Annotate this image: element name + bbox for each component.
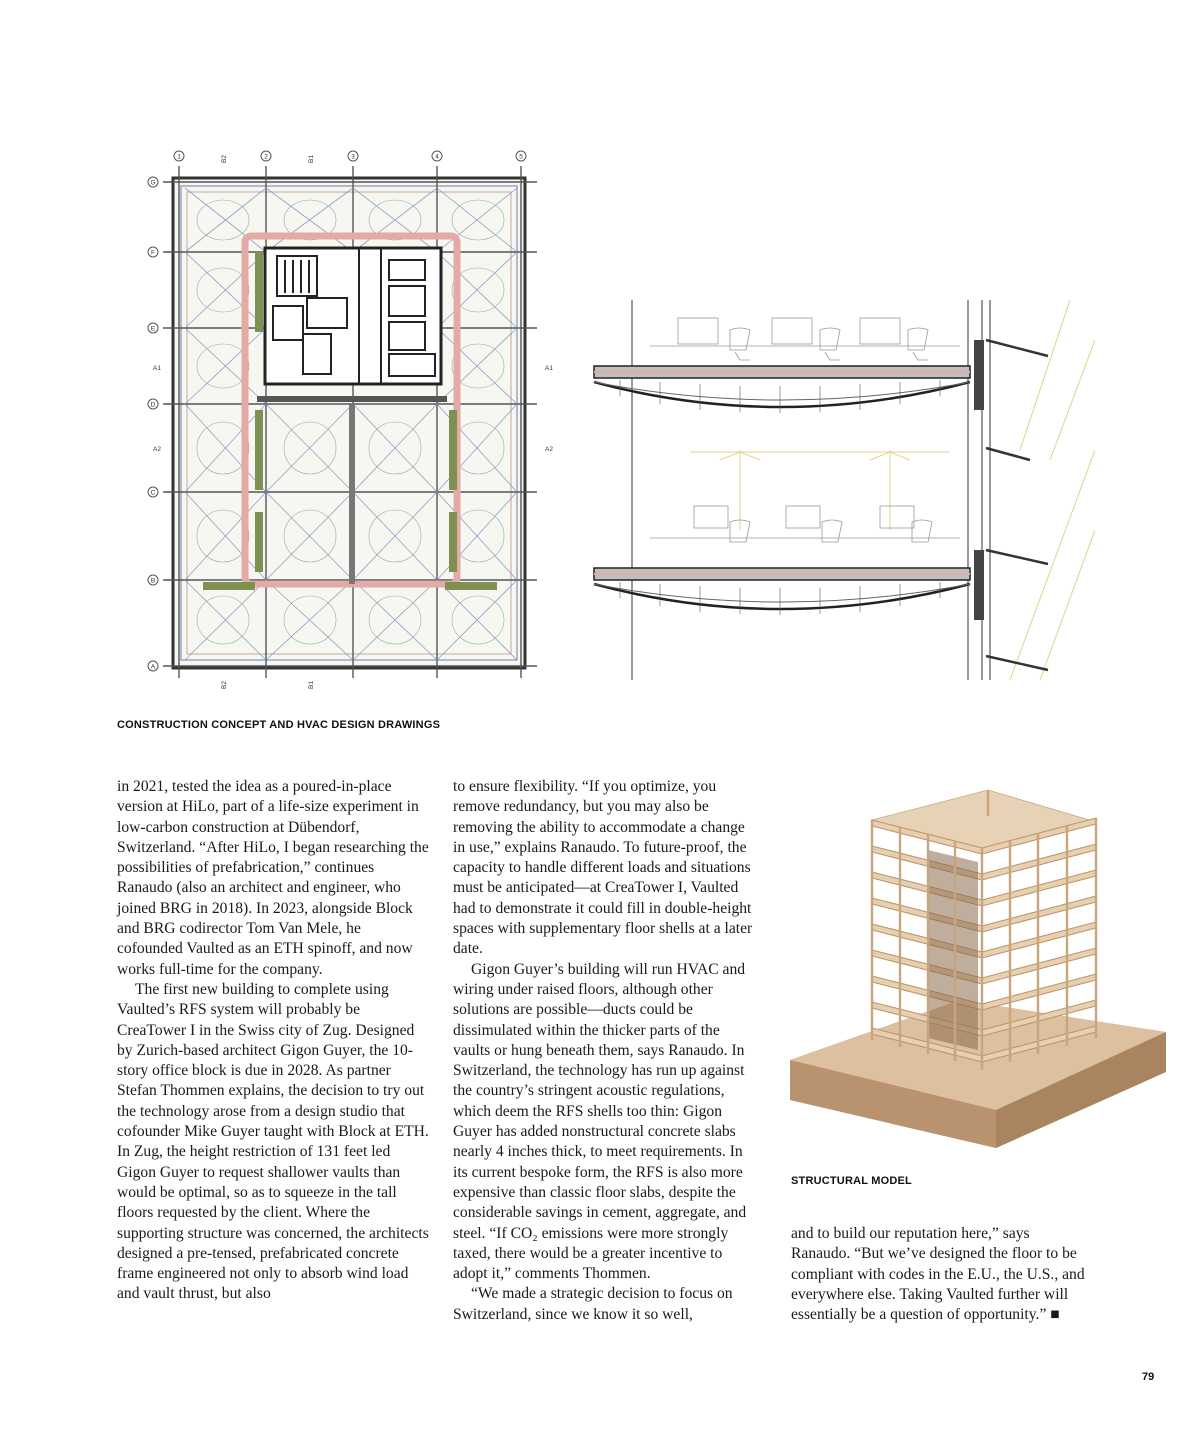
- body-column-3: [791, 1224, 1091, 1325]
- body-column-2: [453, 777, 759, 1325]
- plan-grid-label: B: [150, 577, 156, 585]
- figure-caption-drawings: CONSTRUCTION CONCEPT AND HVAC DESIGN DRAWINGS: [117, 719, 441, 731]
- plan-grid-label: 3: [351, 153, 355, 161]
- hvac-section-drawing: [590, 300, 1095, 682]
- floor-plan-svg: [145, 148, 555, 696]
- figure-caption-model: STRUCTURAL MODEL: [791, 1175, 912, 1187]
- structural-model-svg: [778, 780, 1178, 1160]
- paragraph: to ensure flexibility. “If you optimize, you remove redundancy, but you may also be removing the ability to accommodate a change in use,” explains Ranaudo. To future-proof, the capacity to handle different loads and situations must be anticipated—at CreaTower I, Vaulted had to demonstrate it could fill in double-height spaces with supplementary floor shells at a later date.: [453, 778, 753, 958]
- hvac-section-svg: [590, 300, 1095, 682]
- plan-grid-label: 4: [435, 153, 439, 161]
- plan-grid-label: 1: [177, 153, 181, 161]
- paragraph: in 2021, tested the idea as a poured-in-place version at HiLo, part of a life-size experiment in low-carbon construction at Dübendorf, Switzerland. “After HiLo, I began researching the possibilities of prefabrication,” continues Ranaudo (also an architect and engineer, who joined BRG in 2018). In 2023, alongside Block and BRG codirector Tom Van Mele, he cofounded Vaulted as an ETH spinoff, and now works full-time for the company.: [117, 778, 429, 978]
- plan-grid-label: A: [150, 663, 156, 671]
- plan-grid-label: C: [150, 489, 156, 497]
- page-number: 79: [1142, 1371, 1155, 1383]
- plan-grid-label: A2: [545, 446, 553, 453]
- plan-grid-label: A2: [153, 446, 161, 453]
- plan-grid-label: B2: [221, 155, 228, 163]
- structural-model-image: [778, 780, 1178, 1160]
- plan-grid-label: A1: [153, 365, 161, 372]
- paragraph: and to build our reputation here,” says Ranaudo. “But we’ve designed the floor to be compliant with codes in the E.U., the U.S., and everywhere else. Taking Vaulted further will essentially be a question of opportunity.” ■: [791, 1225, 1085, 1324]
- paragraph: The first new building to complete using Vaulted’s RFS system will probably be CreaTower I in the Swiss city of Zug. Designed by Zurich-based architect Gigon Guyer, the 10-story office block is due in 2028. As partner Stefan Thommen explains, the decision to try out the technology arose from a design studio that cofounder Mike Guyer taught with Block at ETH. In Zug, the height restriction of 131 feet led Gigon Guyer to request shallower vaults than would be optimal, so as to squeeze in the tall floors requested by the client. Where the supporting structure was concerned, the architects designed a pre-tensed, prefabricated concrete frame engineered not only to absorb wind load and vault thrust, but also: [117, 980, 429, 1303]
- plan-grid-label: 5: [519, 153, 523, 161]
- plan-grid-label: 2: [264, 153, 268, 161]
- paragraph: “We made a strategic decision to focus on Switzerland, since we know it so well,: [453, 1285, 733, 1323]
- plan-grid-label: F: [151, 249, 155, 257]
- plan-grid-label: B1: [308, 155, 315, 163]
- plan-grid-label: D: [150, 401, 156, 409]
- plan-grid-label: B2: [221, 681, 228, 689]
- plan-grid-label: E: [150, 325, 156, 333]
- plan-grid-label: B1: [308, 681, 315, 689]
- floor-plan-drawing: [145, 148, 555, 696]
- plan-grid-label: G: [150, 179, 156, 187]
- plan-grid-label: A1: [545, 365, 553, 372]
- body-column-1: [117, 777, 429, 1305]
- paragraph: Gigon Guyer’s building will run HVAC and wiring under raised floors, although other solutions are possible—ducts could be dissimulated within the thicker parts of the vaults or hung beneath them, says Ranaudo. In Switzerland, the technology has run up against the country’s stringent acoustic regulations, which deem the RFS shells too thin: Gigon Guyer has added nonstructural concrete slabs nearly 4 inches thick, to meet requirements. In its current bespoke form, the RFS is also more expensive than classic floor slabs, despite the considerable savings in cement, aggregate, and steel. “If CO₂ emissions were more strongly taxed, there would be a greater incentive to adopt it,” comments Thommen.: [453, 960, 747, 1283]
